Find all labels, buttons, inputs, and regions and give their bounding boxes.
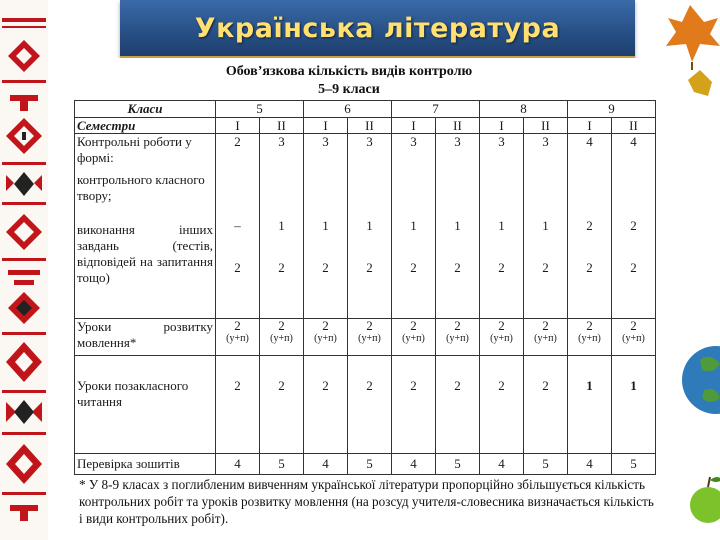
value-cell [436,319,480,356]
document-subheading: 5–9 класи [318,82,380,97]
speech-value: 2 [234,318,241,333]
speech-value: 2 [366,318,373,333]
value-cell [392,134,436,319]
check-value: 4 [392,454,436,475]
speech-sub: (у+п) [446,333,469,344]
cw-value: 4 [586,134,593,149]
class-header: 5 [216,101,304,118]
reading-value: 2 [260,356,304,454]
class-header: 9 [568,101,656,118]
table-row [75,319,656,356]
other-value: 2 [278,260,285,275]
cw-value: 3 [454,134,461,149]
check-value: 5 [612,454,656,475]
table-row [75,356,656,454]
cw-value: 3 [542,134,549,149]
speech-sub: (у+п) [314,333,337,344]
check-value: 4 [304,454,348,475]
semester-cell: II [260,118,304,134]
other-tasks-label: виконання інших завдань (тестів, відповідей на запитання тощо) [77,222,213,285]
speech-value: 2 [454,318,461,333]
speech-value: 2 [498,318,505,333]
value-cell [568,319,612,356]
footnote: * У 8-9 класах з поглибленим вивченням української літератури пропорційно збільшується кількість контрольних робіт та уроків розвитку мовлення (на розсуд учителя-словесника визначається кількість і види контрольних робіт). [79,477,654,526]
essay-value: 1 [454,218,461,233]
row-label [75,134,216,319]
speech-sub: (у+п) [270,333,293,344]
speech-value: 2 [586,318,593,333]
essay-value: 1 [278,218,285,233]
control-table [74,100,656,475]
essay-value: 1 [322,218,329,233]
essay-value: 1 [498,218,505,233]
other-value: 2 [454,260,461,275]
value-cell [216,319,260,356]
value-cell [524,319,568,356]
other-value: 2 [542,260,549,275]
essay-value: 1 [366,218,373,233]
check-value: 5 [436,454,480,475]
speech-dev-label: Уроки розвитку мовлення* [75,319,216,356]
value-cell [436,134,480,319]
value-cell [348,134,392,319]
reading-value: 2 [216,356,260,454]
reading-value: 2 [304,356,348,454]
value-cell [612,134,656,319]
notebook-check-label: Перевірка зошитів [75,454,216,475]
other-value: 2 [410,260,417,275]
other-value: 2 [630,260,637,275]
class-header: 6 [304,101,392,118]
value-cell [260,319,304,356]
speech-sub: (у+п) [534,333,557,344]
semester-cell: II [524,118,568,134]
extra-reading-label: Уроки позакласного читання [75,356,216,454]
speech-sub: (у+п) [226,333,249,344]
table-row [75,101,656,118]
speech-value: 2 [410,318,417,333]
cw-value: 3 [498,134,505,149]
essay-value: 2 [586,218,593,233]
semester-cell: II [348,118,392,134]
value-cell [304,134,348,319]
speech-sub: (у+п) [622,333,645,344]
essay-value: 2 [630,218,637,233]
reading-value: 2 [436,356,480,454]
value-cell [348,319,392,356]
check-value: 5 [524,454,568,475]
decor-right [660,0,720,540]
value-cell [392,319,436,356]
title-banner [120,0,635,59]
semester-cell: I [216,118,260,134]
speech-value: 2 [630,318,637,333]
speech-value: 2 [278,318,285,333]
check-value: 4 [568,454,612,475]
semester-cell: I [304,118,348,134]
other-value: 2 [322,260,329,275]
value-cell [524,134,568,319]
document-heading: Обов’язкова кількість видів контролю [225,64,473,79]
class-header: 8 [480,101,568,118]
speech-sub: (у+п) [358,333,381,344]
reading-value: 2 [524,356,568,454]
essay-label: контрольного класного твору; [77,172,205,203]
reading-value: 2 [392,356,436,454]
semester-cell: I [392,118,436,134]
page-title: Українська література [194,12,561,44]
speech-value: 2 [542,318,549,333]
essay-value: – [234,218,241,233]
semester-cell: I [568,118,612,134]
speech-value: 2 [322,318,329,333]
cw-value: 2 [234,134,241,149]
speech-sub: (у+п) [490,333,513,344]
other-value: 2 [234,260,241,275]
check-value: 5 [348,454,392,475]
other-value: 2 [366,260,373,275]
table-row [75,118,656,134]
speech-sub: (у+п) [402,333,425,344]
other-value: 2 [586,260,593,275]
table-row [75,454,656,475]
cw-value: 3 [366,134,373,149]
cw-value: 3 [410,134,417,149]
reading-value: 2 [348,356,392,454]
semesters-label: Семестри [75,118,216,134]
classes-label: Класи [75,101,216,118]
semester-cell: II [612,118,656,134]
value-cell [480,134,524,319]
cw-value: 3 [322,134,329,149]
check-value: 4 [216,454,260,475]
essay-value: 1 [542,218,549,233]
reading-value: 1 [612,356,656,454]
reading-value: 1 [568,356,612,454]
reading-value: 2 [480,356,524,454]
cw-value: 3 [278,134,285,149]
other-value: 2 [498,260,505,275]
essay-value: 1 [410,218,417,233]
value-cell [260,134,304,319]
speech-sub: (у+п) [578,333,601,344]
semester-cell: I [480,118,524,134]
check-value: 5 [260,454,304,475]
semester-cell: II [436,118,480,134]
check-value: 4 [480,454,524,475]
document [49,58,661,540]
value-cell [480,319,524,356]
embroidery-ornament [0,0,48,540]
table-row [75,134,656,319]
value-cell [568,134,612,319]
value-cell [304,319,348,356]
value-cell [216,134,260,319]
cw-value: 4 [630,134,637,149]
control-works-label: Контрольні роботи у формі: [77,134,192,165]
value-cell [612,319,656,356]
class-header: 7 [392,101,480,118]
